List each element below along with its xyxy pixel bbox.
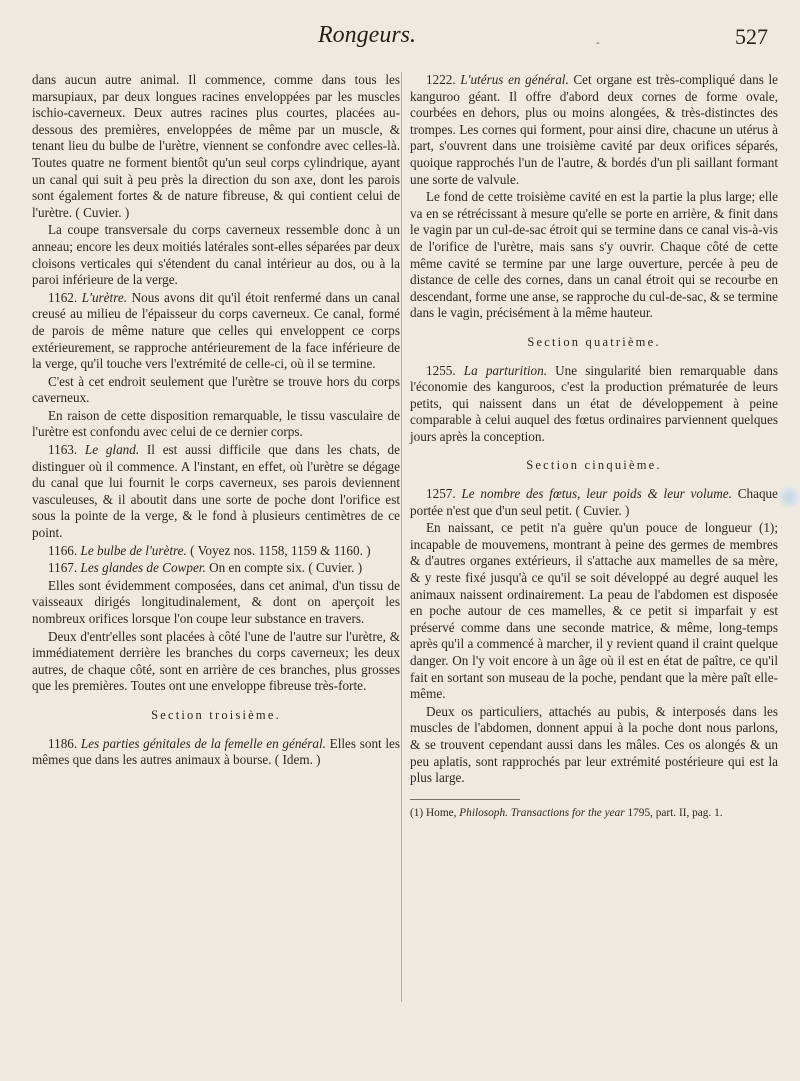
- numbered-paragraph: [32, 560, 400, 577]
- paragraph-heading: La parturition.: [463, 362, 548, 378]
- paragraph: Deux os particuliers, attachés au pubis, & interposés dans les muscles de l'abdomen, donnent appui à la poche dont nous parlons, & se trouvent cependant aussi dans les mâles. Ces os alongés & un peu aplatis, sont rapprochés par leur extrémité postérieure qui est la plus large.: [410, 703, 778, 786]
- page-number: 527: [735, 24, 768, 49]
- paragraph-heading: L'urètre.: [81, 289, 127, 305]
- paragraph: En naissant, ce petit n'a guère qu'un pouce de longueur (1); incapable de mouvemens, montrant à peine des germes de membres & d'autres organes extérieurs, il s'attache aux mamelles de sa mère, & y reste fixé jusqu'à ce qu'il se soit développé au degré auquel les animaux naissent ordinairement. La peau de l'abdomen est disposée en poche autour de ces mamelles, & ce petit si imparfait y est préservé comme dans une seconde matrice, & même, long-temps après qu'il a commencé à marcher, il y revient quand il craint quelque danger. On l'y voit encore à un âge où il est en état de paître, ce qu'il fait en sortant son museau de la poche, pendant que la mère paît elle-même.: [410, 520, 778, 702]
- paragraph-number: 1222.: [426, 72, 456, 87]
- section-heading: Section quatrième.: [527, 334, 661, 349]
- paragraph-number: 1255.: [426, 362, 456, 378]
- paragraph-heading: Le nombre des fœtus, leur poids & leur volume.: [461, 486, 732, 502]
- footnote-marker: (1): [410, 806, 424, 819]
- paragraph-heading: L'utérus en général.: [460, 72, 569, 87]
- header-mark: -: [596, 36, 600, 49]
- section-heading: Section troisième.: [151, 707, 281, 722]
- paragraph: Le fond de cette troisième cavité en est la partie la plus large; elle va en se rétrécissant à mesure qu'elle se porte en arrière, & finit dans le vagin par un cul-de-sac étroit qui se termine dans ce canal vis-à-vis de l'orifice de l'urètre, mais sans s'y ouvrir. Chaque côté de cette même cavité se termine par une large ouverture, percée à peu de distance de celle des cornes, dans un canal étroit qui se recourbe en descendant, forme une anse, se rapproche du cul-de-sac, & se termine dans le vagin, précisément à la même hauteur.: [410, 189, 778, 321]
- paper-stain: [778, 485, 800, 509]
- paragraph-heading: Le bulbe de l'urètre.: [80, 542, 187, 558]
- paragraph-text: Chaque portée n'est que d'un seul petit. ( Cuvier. ): [410, 486, 778, 518]
- footnote-author: Home,: [426, 806, 457, 819]
- running-header: [0, 22, 800, 62]
- paragraph-number: 1162.: [48, 289, 78, 305]
- section-heading: Section cinquième.: [526, 458, 662, 473]
- paragraph: La coupe transversale du corps caverneux ressemble donc à un anneau; encore les deux moitiés latérales sont-elles séparées par deux cloisons verticales qui s'étendent du canal intérieur au dos, ou à la paroi inférieure de la verge.: [32, 222, 400, 288]
- paragraph-text: Nous avons dit qu'il étoit renfermé dans un canal creusé au milieu de l'épaisseur du corps caverneux. Ce canal, formé de parois de même nature que celles qui enveloppent ce corps extérieurement, se rapproche antérieurement de la face inférieure de la verge, qu'il touche vers l'extrémité de celle-ci, où il se termine.: [32, 289, 401, 372]
- paragraph: dans aucun autre animal. Il commence, comme dans tous les marsupiaux, par deux longues racines enveloppées par les muscles ischio-caverneux. Deux autres racines plus courtes, placées au-dessous des premières, enveloppées de même par un muscle, & tenant lieu du bulbe de l'urètre, viennent se confondre avec celles-là. Toutes quatre ne forment bientôt qu'un seul corps cylindrique, ayant un canal qui suit à peu près la direction du son axe, dont les parois sont également fortes & de nature fibreuse, & qui contient celui de l'urètre. ( Cuvier. ): [32, 72, 400, 220]
- footnote-work: Philosoph. Transactions for the year: [459, 806, 625, 819]
- footnote-rule: [410, 799, 520, 800]
- footnote: [410, 806, 778, 820]
- paragraph: Elles sont évidemment composées, dans cet animal, d'un tissu de vaisseaux dirigés longitudinalement, & dont on aperçoit les nombreux orifices lorsque l'on coupe leur substance en travers.: [32, 577, 400, 626]
- numbered-paragraph: [32, 290, 400, 373]
- paragraph-number: 1167.: [48, 560, 78, 576]
- footnote-rest: 1795, part. II, pag. 1.: [627, 806, 723, 819]
- paragraph-heading: Les parties génitales de la femelle en général.: [80, 735, 326, 751]
- numbered-paragraph: [410, 363, 778, 446]
- column-divider: [401, 72, 402, 1002]
- paragraph-text: Une singularité bien remarquable dans l'économie des kanguroos, c'est la production prématurée de leurs petits, qui naissent dans un état de développement à peine comparable à celui auquel des fœtus ordinaires parviennent quelques jours après la conception.: [410, 362, 779, 444]
- numbered-paragraph: [32, 543, 400, 560]
- paragraph-number: 1163.: [48, 442, 78, 458]
- paragraph: C'est à cet endroit seulement que l'urètre se trouve hors du corps caverneux.: [32, 373, 400, 406]
- paragraph-text: Il est aussi difficile que dans les chats, de distinguer où il commence. A l'instant, en effet, où l'urètre se dégage du canal que lui fournit le corps caverneux, ses parois deviennent vasculeuses, & il aboutit dans une sorte de poche dont l'orifice est sous la pointe de la verge, & le fond à plusieurs centimètres de ce point.: [32, 442, 400, 541]
- left-column: [32, 72, 400, 769]
- numbered-paragraph: [410, 486, 778, 519]
- numbered-paragraph: [32, 736, 400, 769]
- running-title: Rongeurs.: [318, 22, 416, 48]
- paragraph-number: 1257.: [426, 486, 456, 502]
- paragraph-text: Elles sont les mêmes que dans les autres animaux à bourse. ( Idem. ): [32, 735, 401, 768]
- paragraph-number: 1186.: [48, 735, 78, 751]
- paragraph: En raison de cette disposition remarquable, le tissu vasculaire de l'urètre est confondu avec celui de ce dernier corps.: [32, 407, 400, 440]
- paragraph-text: Cet organe est très-compliqué dans le kanguroo géant. Il offre d'abord deux cornes de forme ovale, courbées en dehors, plus ou moins alongées, & très-distinctes des trompes. Les cornes qui forment, pour ainsi dire, chacune un utérus à part, s'ouvrent dans une troisième cavité par deux orifices séparés, quoique rapprochés l'un de l'autre, & bordés d'un pli saillant formant une sorte de valvule.: [410, 72, 778, 187]
- paragraph-heading: Les glandes de Cowper.: [80, 560, 206, 576]
- numbered-paragraph: [32, 442, 400, 542]
- numbered-paragraph: [410, 72, 778, 188]
- right-column: [410, 72, 778, 820]
- paragraph-text: ( Voyez nos. 1158, 1159 & 1160. ): [190, 542, 371, 558]
- paragraph-heading: Le gland.: [84, 442, 140, 458]
- paragraph-number: 1166.: [48, 542, 78, 558]
- paragraph-text: On en compte six. ( Cuvier. ): [209, 560, 363, 576]
- paragraph: Deux d'entr'elles sont placées à côté l'une de l'autre sur l'urètre, & immédiatement derrière les branches du corps caverneux; les deux autres, de chaque côté, sont en arrière de ces branches, plus grosses que les premières. Toutes ont une enveloppe fibreuse très-forte.: [32, 628, 400, 694]
